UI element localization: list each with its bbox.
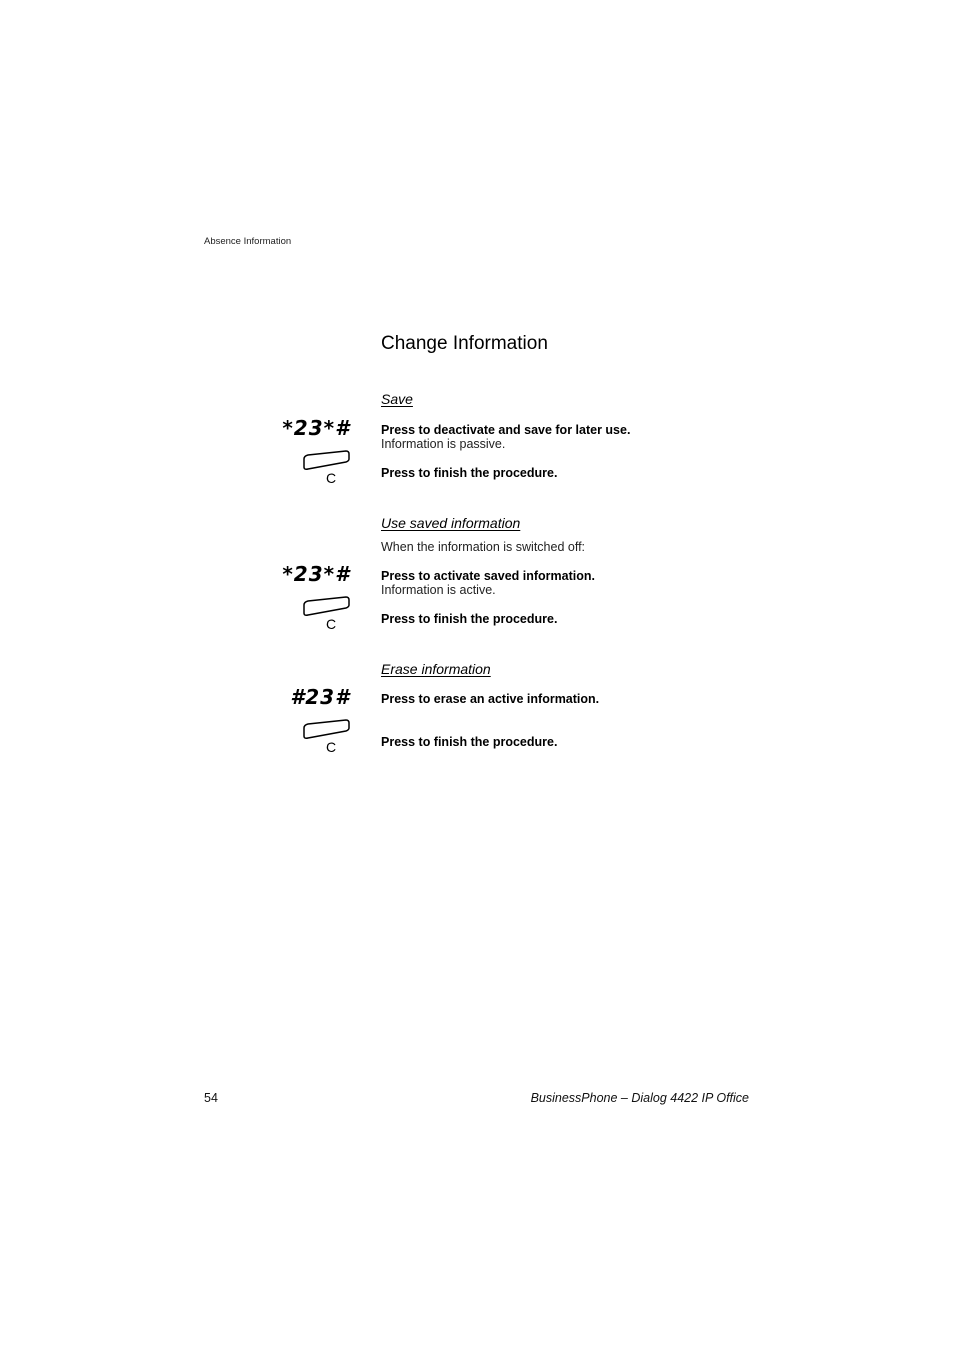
step-note: Information is passive.	[381, 437, 506, 451]
clear-key-letter: C	[326, 470, 337, 486]
section-heading-use-saved: Use saved information	[381, 515, 521, 531]
section-heading-erase: Erase information	[381, 661, 491, 677]
clear-key-letter: C	[326, 616, 337, 632]
step-note: Information is active.	[381, 583, 496, 597]
step-instruction: Press to finish the procedure.	[381, 735, 558, 749]
page-title: Change Information	[381, 333, 548, 354]
clear-key-letter: C	[326, 739, 337, 755]
section-heading-save: Save	[381, 391, 413, 407]
document-title: BusinessPhone – Dialog 4422 IP Office	[530, 1091, 749, 1105]
step-instruction: Press to erase an active information.	[381, 692, 600, 706]
section-intro: When the information is switched off:	[381, 540, 586, 554]
step-instruction: Press to deactivate and save for later use.	[381, 423, 631, 437]
step-instruction: Press to finish the procedure.	[381, 466, 558, 480]
clear-key-icon	[302, 596, 350, 630]
key-sequence: #23#	[290, 685, 350, 709]
clear-key-icon	[302, 450, 350, 484]
step-instruction: Press to finish the procedure.	[381, 612, 558, 626]
step-instruction: Press to activate saved information.	[381, 569, 595, 583]
page-number: 54	[204, 1091, 218, 1105]
key-sequence: *23*#	[282, 562, 350, 586]
clear-key-icon	[302, 719, 350, 753]
running-header: Absence Information	[204, 236, 292, 247]
key-sequence: *23*#	[282, 416, 350, 440]
